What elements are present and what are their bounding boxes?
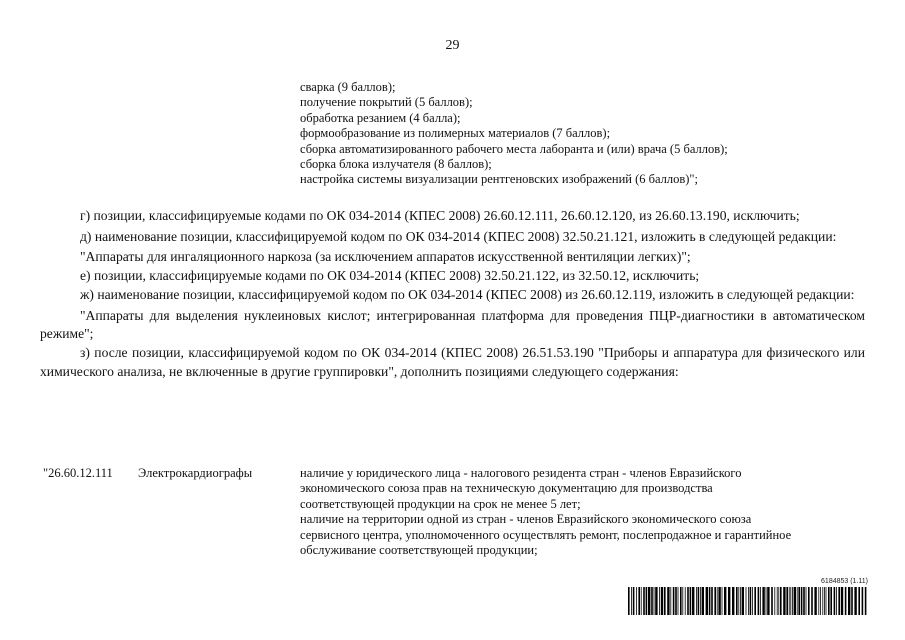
paragraph: з) после позиции, классифицируемой кодом по ОК 034-2014 (КПЕС 2008) 26.51.53.190 "Приборы и аппаратура для физического или химического анализа, не включенные в другие группировки", дополнить позициями следующего содержания: (40, 344, 865, 379)
list-item: сварка (9 баллов); (300, 80, 396, 94)
table-name-cell: Электрокардиографы (138, 466, 253, 480)
barcode-number: 6184853 (1.11) (821, 578, 868, 585)
requirement-line: соответствующей продукции на срок не менее 5 лет; (300, 496, 581, 511)
barcode-icon (628, 587, 868, 615)
table-code-cell: "26.60.12.111 (43, 466, 113, 480)
paragraph: г) позиции, классифицируемые кодами по ОК 034-2014 (КПЕС 2008) 26.60.12.111, 26.60.12.120, из 26.60.13.190, исключить; (80, 208, 800, 223)
list-item: получение покрытий (5 баллов); (300, 95, 473, 110)
requirement-line: сервисного центра, уполномоченного осуществлять ремонт, послепродажное и гарантийное (300, 527, 792, 542)
list-item: обработка резанием (4 балла); (300, 110, 461, 125)
requirement-line: наличие на территории одной из стран - членов Евразийского экономического союза (300, 512, 752, 527)
list-item: формообразование из полимерных материалов (7 баллов); (300, 126, 611, 141)
requirement-line: экономического союза прав на техническую документацию для производства (300, 481, 713, 496)
paragraph: д) наименование позиции, классифицируемой кодом по ОК 034-2014 (КПЕС 2008) 32.50.21.121, изложить в следующей редакции: (80, 228, 837, 244)
paragraph: ж) наименование позиции, классифицируемой кодом по ОК 034-2014 (КПЕС 2008) из 26.60.12.119, изложить в следующей редакции: (80, 286, 855, 302)
document-body (40, 207, 865, 381)
list-item: настройка системы визуализации рентгеновских изображений (6 баллов)"; (300, 172, 699, 187)
requirement-line: обслуживание соответствующей продукции; (300, 543, 538, 558)
table-requirements-cell (300, 466, 860, 558)
page-number: 29 (445, 38, 460, 53)
list-item: сборка блока излучателя (8 баллов); (300, 157, 492, 172)
paragraph: "Аппараты для выделения нуклеиновых кислот; интегрированная платформа для проведения ПЦР-диагностики в автоматическом режиме"; (40, 307, 865, 342)
criteria-list (300, 80, 728, 188)
paragraph: е) позиции, классифицируемые кодами по ОК 034-2014 (КПЕС 2008) 32.50.21.122, из 32.50.12, исключить; (80, 268, 700, 284)
requirement-line: наличие у юридического лица - налогового резидента стран - членов Евразийского (300, 466, 742, 480)
barcode (628, 578, 868, 618)
paragraph: "Аппараты для ингаляционного наркоза (за исключением аппаратов искусственной вентиляции легких)"; (80, 249, 691, 265)
list-item: сборка автоматизированного рабочего места лаборанта и (или) врача (5 баллов); (300, 141, 728, 156)
